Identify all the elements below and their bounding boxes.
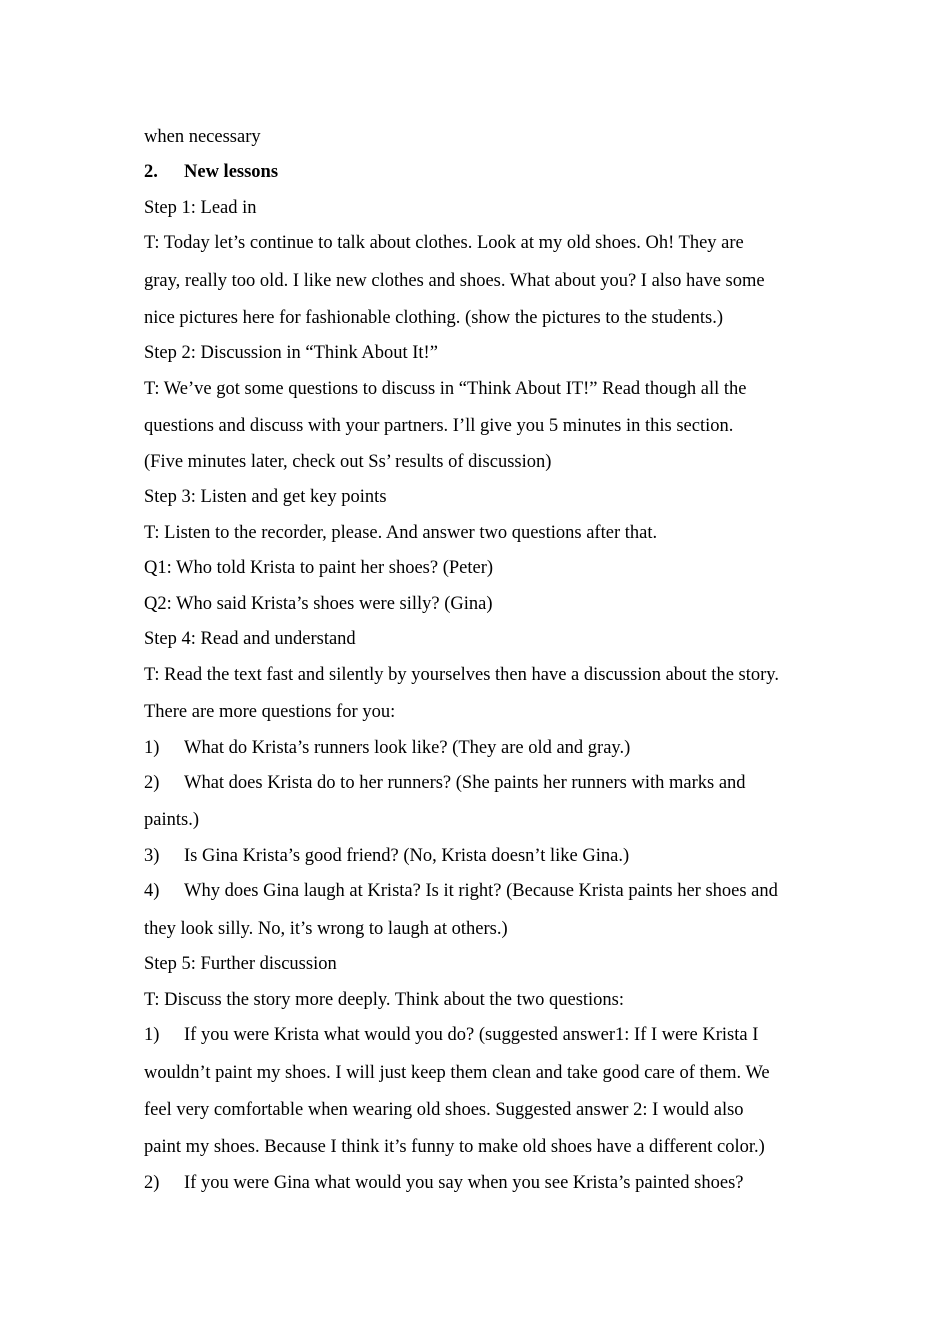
step-heading: Step 2: Discussion in “Think About It!” bbox=[144, 343, 438, 363]
section-title: New lessons bbox=[184, 162, 279, 182]
list-item bbox=[144, 880, 778, 902]
text-line: Q1: Who told Krista to paint her shoes? (Peter) bbox=[144, 558, 494, 578]
list-item bbox=[144, 737, 630, 759]
text-line: There are more questions for you: bbox=[144, 702, 396, 722]
text-line: T: Today let’s continue to talk about clothes. Look at my old shoes. Oh! They are bbox=[144, 233, 744, 253]
text-line: they look silly. No, it’s wrong to laugh at others.) bbox=[144, 919, 508, 939]
text-line: Q2: Who said Krista’s shoes were silly? (Gina) bbox=[144, 594, 493, 614]
text-line: T: We’ve got some questions to discuss in “Think About IT!” Read though all the bbox=[144, 379, 747, 399]
step-heading: Step 5: Further discussion bbox=[144, 954, 337, 974]
text-line: nice pictures here for fashionable clothing. (show the pictures to the students.) bbox=[144, 308, 723, 328]
text-line: when necessary bbox=[144, 127, 261, 147]
text-line: wouldn’t paint my shoes. I will just keep them clean and take good care of them. We bbox=[144, 1063, 770, 1083]
step-heading: Step 4: Read and understand bbox=[144, 629, 356, 649]
list-text: What does Krista do to her runners? (She paints her runners with marks and bbox=[184, 773, 746, 793]
text-line: T: Read the text fast and silently by yourselves then have a discussion about the story. bbox=[144, 665, 779, 685]
list-text: Is Gina Krista’s good friend? (No, Krista doesn’t like Gina.) bbox=[184, 846, 630, 866]
list-item bbox=[144, 772, 746, 794]
step-heading: Step 1: Lead in bbox=[144, 198, 257, 218]
list-item bbox=[144, 845, 629, 867]
list-number: 4) bbox=[144, 881, 160, 901]
list-item bbox=[144, 1024, 758, 1046]
list-item bbox=[144, 1172, 744, 1194]
text-line: T: Listen to the recorder, please. And answer two questions after that. bbox=[144, 523, 658, 543]
list-text: If you were Krista what would you do? (suggested answer1: If I were Krista I bbox=[184, 1025, 759, 1045]
list-text: If you were Gina what would you say when you see Krista’s painted shoes? bbox=[184, 1173, 744, 1193]
text-line: feel very comfortable when wearing old shoes. Suggested answer 2: I would also bbox=[144, 1100, 744, 1120]
step-heading: Step 3: Listen and get key points bbox=[144, 487, 387, 507]
list-text: What do Krista’s runners look like? (They are old and gray.) bbox=[184, 738, 631, 758]
list-number: 2) bbox=[144, 773, 160, 793]
list-number: 3) bbox=[144, 846, 160, 866]
section-number: 2. bbox=[144, 162, 158, 182]
list-number: 1) bbox=[144, 1025, 160, 1045]
text-line: paints.) bbox=[144, 810, 199, 830]
section-heading bbox=[144, 161, 278, 183]
text-line: gray, really too old. I like new clothes and shoes. What about you? I also have some bbox=[144, 271, 765, 291]
list-text: Why does Gina laugh at Krista? Is it right? (Because Krista paints her shoes and bbox=[184, 881, 778, 901]
text-line: T: Discuss the story more deeply. Think about the two questions: bbox=[144, 990, 625, 1010]
text-line: questions and discuss with your partners. I’ll give you 5 minutes in this section. bbox=[144, 416, 734, 436]
list-number: 1) bbox=[144, 738, 160, 758]
list-number: 2) bbox=[144, 1173, 160, 1193]
text-line: (Five minutes later, check out Ss’ results of discussion) bbox=[144, 452, 552, 472]
text-line: paint my shoes. Because I think it’s funny to make old shoes have a different color.) bbox=[144, 1137, 765, 1157]
